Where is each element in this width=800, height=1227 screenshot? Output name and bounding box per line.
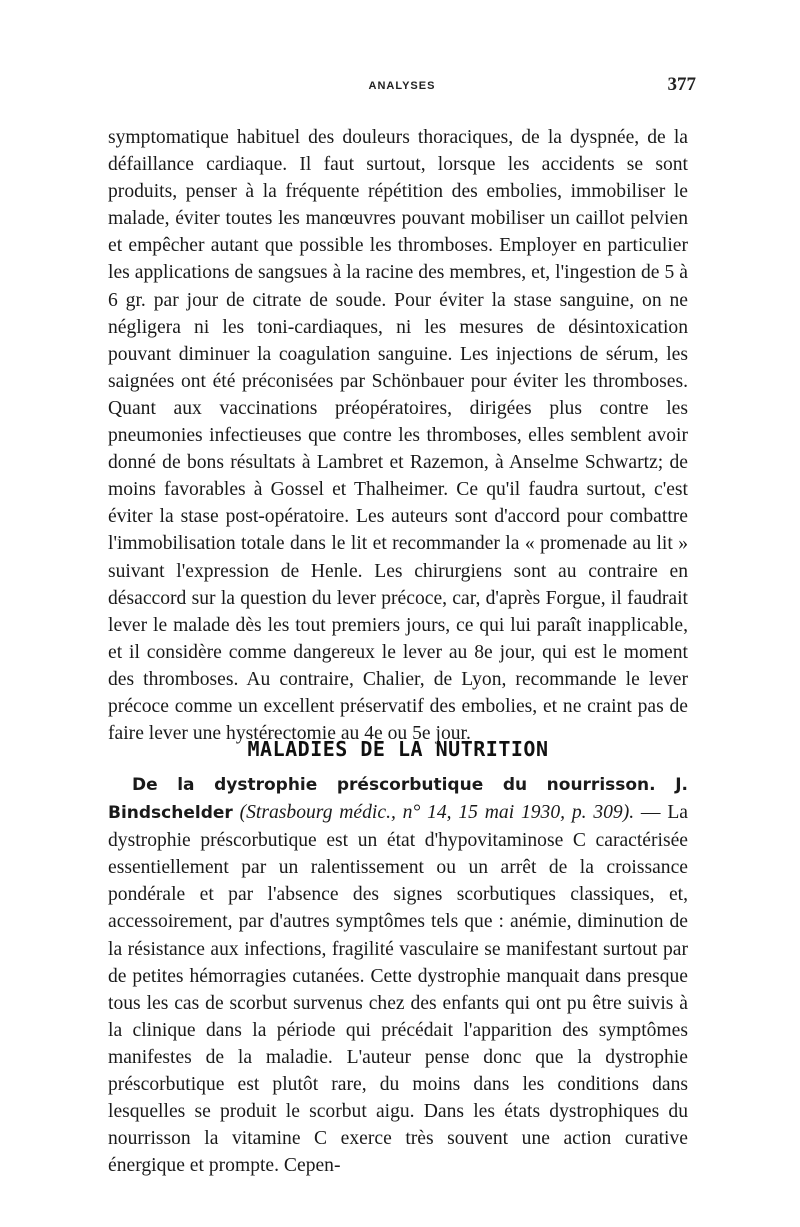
page-number: 377 [667,74,696,95]
citation-dash: — [634,802,668,824]
article-body: La dystrophie préscorbutique est un état d'hypovitaminose C caractérisée essentiellement par un ralentissement ou un arrêt de la croissance pondérale et par l'absence des signes scorbutiques classiques, et, accessoirement, par d'autres symptômes tels que : anémie, diminution de la résistance aux infections, fragilité vasculaire se manifestant surtout par de petites hémorragies cutanées. Cette dystrophie manquait dans presque tous les cas de scorbut survenus chez des enfants qui ont pu être suivis à la clinique dans la période qui précédait l'apparition des symptômes manifestes de la maladie. L'auteur pense donc que la dystrophie préscorbutique est plutôt rare, du moins dans les conditions dans lesquelles se produit le scorbut aigu. Dans les états dystrophiques du nourrisson la vitamine C exerce très souvent une action curative énergique et prompte. Cepen- [108,802,688,1177]
page-header [108,74,696,104]
article-title: De la dystrophie préscorbutique du nourrisson. J. Bindschelder [108,775,688,824]
running-head: ANALYSES [368,80,436,92]
article-citation: (Strasbourg médic., n° 14, 15 mai 1930, p. 309). [239,802,635,824]
article-paragraph [108,771,688,1179]
section-heading: MALADIES DE LA NUTRITION [247,737,549,761]
paragraph-continued: symptomatique habituel des douleurs thoraciques, de la dyspnée, de la défaillance cardiaque. Il faut surtout, lorsque les accidents se sont produits, penser à la fréquente répétition des embolies, immobiliser le malade, éviter toutes les manœuvres pouvant mobiliser un caillot pelvien et empêcher autant que possible les thromboses. Employer en particulier les applications de sangsues à la racine des membres, et, l'ingestion de 5 à 6 gr. par jour de citrate de soude. Pour éviter la stase sanguine, on ne négligera ni les toni-cardiaques, ni les mesures de désintoxication pouvant diminuer la coagulation sanguine. Les injections de sérum, les saignées ont été préconisées par Schönbauer pour éviter les thromboses. Quant aux vaccinations préopératoires, dirigées plus contre les pneumonies infectieuses que contre les thromboses, elles semblent avoir donné de bons résultats à Lambret et Razemon, à Anselme Schwartz; de moins favorables à Gossel et Thalheimer. Ce qu'il faudra surtout, c'est éviter la stase post-opératoire. Les auteurs sont d'accord pour combattre l'immobilisation totale dans le lit et recommander la « promenade au lit » suivant l'expression de Henle. Les chirurgiens sont au contraire en désaccord sur la question du lever précoce, car, d'après Forgue, il faudrait lever le malade dès les tout premiers jours, ce qui lui paraît inapplicable, et il considère comme dangereux le lever au 8e jour, qui est le moment des thromboses. Au contraire, Chalier, de Lyon, recommande le lever précoce comme un excellent préservatif des embolies, et ne craint pas de faire lever une hystérectomie au 4e ou 5e jour. [108,127,688,745]
